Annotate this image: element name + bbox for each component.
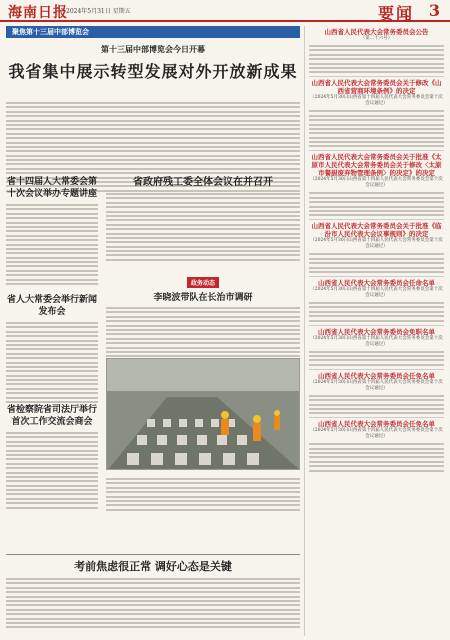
newspaper-logo: 海南日报 <box>8 5 68 21</box>
dateline: 2024年5月31日 星期五 <box>66 8 131 15</box>
article-inspection <box>106 270 300 357</box>
notice-title: 山西省人民代表大会常务委员会关于修改《山西省营商环境条例》的决定 <box>311 79 442 96</box>
masthead <box>0 0 450 22</box>
topic-banner: 聚焦第十三届中部博览会 <box>6 26 300 38</box>
article-title: 省检察院省司法厅举行首次工作交流会商会 <box>6 405 97 427</box>
article-title: 省十四届人大常委会第十次会议举办专题讲座 <box>6 177 97 199</box>
divider <box>6 554 300 555</box>
right-column <box>304 26 444 636</box>
article-body <box>6 578 300 628</box>
notice-meta: （2024年5月30日山西省第十四届人民代表大会常务委员会第十次会议通过） <box>310 95 443 107</box>
notice-title: 山西省人民代表大会常务委员会免职名单 <box>318 327 435 336</box>
news-photo <box>106 358 300 470</box>
notice-title: 山西省人民代表大会常务委员会公告 <box>324 28 429 36</box>
notice-meta: （2024年5月30日山西省第十四届人民代表大会常务委员会第十次会议通过） <box>310 238 443 250</box>
left-column <box>6 26 300 636</box>
article-press-conference <box>6 294 98 403</box>
article-disability <box>106 176 300 261</box>
article-title: 李晓波带队在长治市调研 <box>153 293 253 303</box>
notice-title: 山西省人民代表大会常务委员会任命名单 <box>318 278 435 287</box>
notice-title: 山西省人民代表大会常务委员会任免名单 <box>318 371 435 380</box>
page-number: 3 <box>428 1 440 20</box>
notice-block <box>309 418 444 474</box>
article-body <box>106 307 300 357</box>
article-title: 考前焦虑很正常 调好心态是关键 <box>74 560 232 573</box>
lead-headline: 我省集中展示转型发展对外开放新成果 <box>8 62 298 81</box>
article-lecture <box>6 176 98 285</box>
notice-meta: （第二十六号） <box>360 36 393 41</box>
notice-block <box>309 151 444 220</box>
notice-block <box>309 326 444 370</box>
article-title: 省人大常委会举行新闻发布会 <box>6 295 97 317</box>
notice-meta: （2024年5月30日山西省第十四届人民代表大会常务委员会第十次会议通过） <box>310 335 443 347</box>
article-title: 省政府残工委全体会议在并召开 <box>133 177 273 188</box>
notice-title: 山西省人民代表大会常务委员会关于批准《太原市人民代表大会常务委员会关于修改〈太原市餐厨废弃物管理条例〉的决定》的决定 <box>311 153 442 178</box>
notice-meta: （2024年5月30日山西省第十四届人民代表大会常务委员会第十次会议通过） <box>310 177 443 189</box>
notice-block <box>309 277 444 326</box>
photo-article-body <box>106 478 300 511</box>
notice-block <box>309 220 444 277</box>
politics-tag: 政务动态 <box>187 277 219 288</box>
lead-subtitle: 第十三届中部博览会今日开幕 <box>101 44 205 54</box>
notice-meta: （2024年5月30日山西省第十四届人民代表大会常务委员会第十次会议通过） <box>310 428 443 440</box>
article-body <box>106 193 300 261</box>
section-title: 要闻 <box>377 4 414 23</box>
notice-meta: （2024年5月30日山西省第十四届人民代表大会常务委员会第十次会议通过） <box>310 379 443 391</box>
notice-meta: （2024年5月30日山西省第十四届人民代表大会常务委员会第十次会议通过） <box>310 286 443 298</box>
article-exam <box>6 560 300 628</box>
notice-title: 山西省人民代表大会常务委员会关于批准《临汾市人民代表大会议事规则》的决定 <box>311 222 442 239</box>
notice-block <box>309 77 444 151</box>
notice-block <box>309 370 444 419</box>
article-body <box>6 204 98 285</box>
article-body <box>6 322 98 403</box>
notice-block <box>309 26 444 77</box>
article-procuratorate <box>6 404 98 509</box>
notice-title: 山西省人民代表大会常务委员会任免名单 <box>318 420 435 429</box>
article-body <box>6 432 98 509</box>
